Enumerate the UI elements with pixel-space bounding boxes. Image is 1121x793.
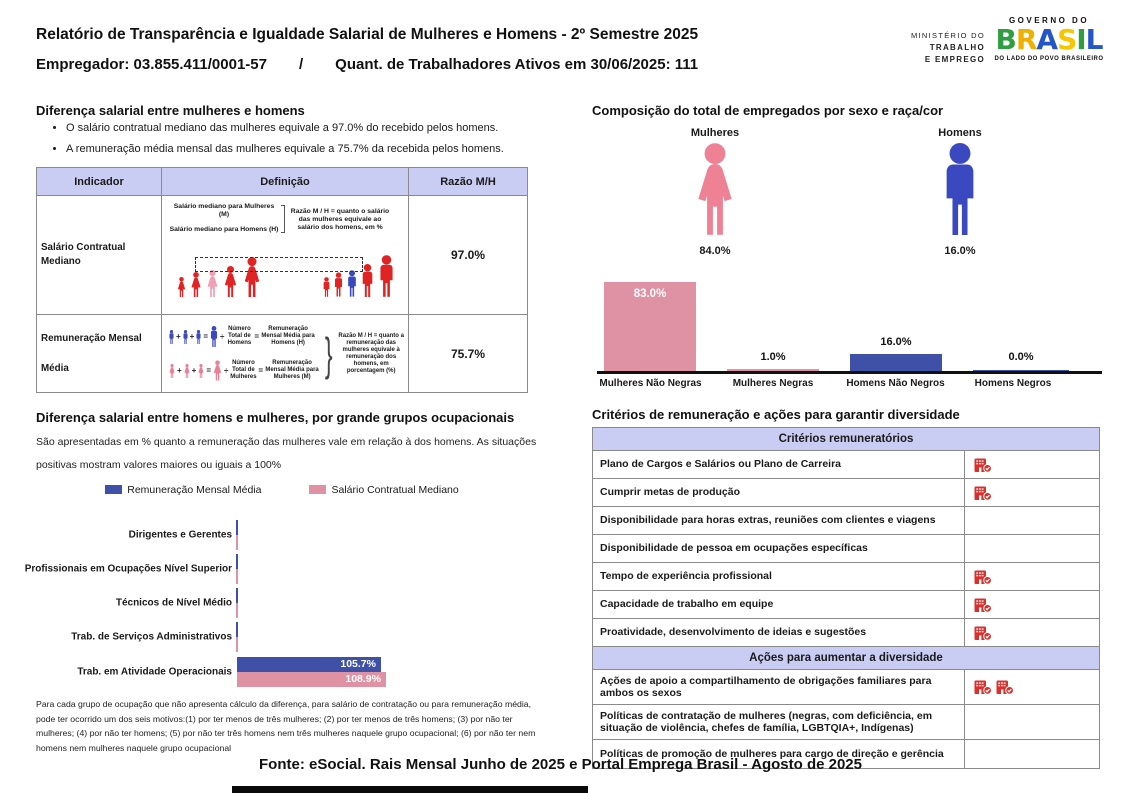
col-header-razao: Razão M/H [409, 168, 527, 196]
section-title-salary-gap: Diferença salarial entre mulheres e homens [36, 103, 305, 118]
mean-definition-diagram: + + = ÷ Número Total de Homens = Remuneração Mensal Média para Homens (H) + + = ÷ Número Total de Mulheres = Remuneração Mensal Média para Mulheres (M) } Razão M / H = quanto a remuneração das mulheres equivale à remuneração dos homens, em porcentagem (%) [162, 315, 409, 392]
man-icon [377, 255, 396, 297]
occupational-footnote: Para cada grupo de ocupação que não apresenta cálculo da diferença, para salário de contratação ou para remuneração média, pode ter ocorrido um dos seis motivos:(1) por ter menos de três mulheres; (2) por ter menos de três homens; (3) por não ter mulheres; (4) por não ter homens; (5) por não ter três homens nem três mulheres naquele grupo ocupacional; (6) por não ter nem homens nem mulheres naquele grupo ocupacional [36, 699, 536, 753]
occ-row-dirigentes: Dirigentes e Gerentes [36, 518, 528, 552]
women-average-formula: + + = ÷ Número Total de Mulheres = Remuneração Mensal Média para Mulheres (M) [168, 354, 321, 388]
occ-row-tecnicos: Técnicos de Nível Médio [36, 586, 528, 620]
woman-icon [176, 277, 187, 297]
zero-bar-stub [236, 588, 238, 618]
occ-row-operacionais: Trab. em Atividade Operacionais 105.7% 108.9% [36, 656, 528, 688]
bullet-median-salary: • O salário contratual mediano das mulheres equivale a 97.0% do recebido pelos homens. [66, 122, 522, 134]
salary-gap-bullets [52, 122, 522, 164]
male-figure-icon [939, 143, 981, 235]
legend-swatch-pink [309, 485, 326, 494]
indicator-label: Remuneração Mensal Média [37, 315, 162, 392]
table-row-mean [37, 315, 527, 392]
criteria-row: Políticas de promoção de mulheres para cargo de direção e gerência [593, 740, 1099, 768]
zero-bar-stub [236, 554, 238, 584]
bar-contratual-mediano: 108.9% [237, 672, 386, 687]
criteria-row: Disponibilidade para horas extras, reuniões com clientes e viagens [593, 507, 1099, 535]
occupational-subtitle: São apresentadas em % quanto a remuneração das mulheres vale em relação à dos homens. As situações positivas mostram valores maiores ou iguais a 100% [36, 436, 537, 471]
company-check-icon [974, 569, 992, 585]
page-title: Relatório de Transparência e Igualdade Salarial de Mulheres e Homens - 2º Semestre 2025 [36, 26, 699, 43]
women-label: Mulheres [690, 127, 740, 139]
man-icon [182, 330, 189, 344]
header-subtitle [36, 56, 698, 73]
man-icon [322, 277, 331, 297]
table-row-median [37, 196, 527, 315]
criteria-row: Tempo de experiência profissional [593, 563, 1099, 591]
median-definition-diagram: Salário mediano para Mulheres (M) Salário mediano para Homens (H) Razão M / H = quanto o salário das mulheres equivale ao salário dos homens, em % [162, 196, 409, 315]
source-footer: Fonte: eSocial. Rais Mensal Junho de 2025 e Portal Emprega Brasil - Agosto de 2025 [259, 756, 862, 773]
legend-swatch-blue [105, 485, 122, 494]
salary-indicator-table [36, 167, 528, 393]
value-homens-nao-negros: 16.0% [880, 336, 912, 348]
legend-item-mensal-media: Remuneração Mensal Média [105, 484, 261, 496]
ministry-logo: MINISTÉRIO DO TRABALHO E EMPREGO [911, 31, 985, 64]
bar-mulheres-nao-negras: 83.0% [604, 282, 696, 371]
woman-icon [183, 364, 191, 378]
active-workers-count: Quant. de Trabalhadores Ativos em 30/06/2025: 111 [335, 56, 699, 73]
occ-value-bars [237, 657, 386, 687]
criteria-row: Ações de apoio a compartilhamento de obrigações familiares para ambos os sexos [593, 670, 1099, 705]
cat-homens-nao-negros: Homens Não Negros [846, 378, 945, 389]
dashed-connector [195, 257, 363, 272]
indicator-label: Salário Contratual Mediano [37, 196, 162, 315]
man-icon [195, 330, 202, 344]
diagram-labels: Salário mediano para Mulheres (M) Salário mediano para Homens (H) [169, 203, 279, 233]
woman-icon [197, 364, 205, 378]
company-check-icon [974, 485, 992, 501]
ratio-value-mean: 75.7% [450, 346, 486, 361]
employer-id: Empregador: 03.855.411/0001-57 [36, 56, 267, 73]
value-mulheres-negras: 1.0% [760, 351, 786, 363]
section-title-occupational: Diferença salarial entre homens e mulheres, por grande grupos ocupacionais [36, 410, 515, 425]
col-header-indicador: Indicador [37, 168, 162, 196]
table-header-row [37, 168, 527, 196]
man-icon-large [209, 326, 219, 347]
bottom-edge-bar [232, 786, 588, 793]
zero-bar-stub [236, 520, 238, 550]
bar-mensal-media: 105.7% [237, 657, 381, 672]
occupational-bar-chart [24, 518, 528, 696]
man-icon [333, 272, 344, 297]
woman-icon [189, 272, 203, 297]
bracket-shape [281, 205, 285, 233]
people-row-illustration [168, 247, 404, 297]
man-icon [168, 330, 175, 344]
col-header-definicao: Definição [162, 168, 409, 196]
bar-homens-nao-negros [850, 354, 942, 371]
chart-baseline [597, 371, 1102, 374]
cat-homens-negros: Homens Negros [974, 378, 1052, 389]
ratio-value-median: 97.0% [409, 196, 527, 315]
company-check-icon [974, 625, 992, 641]
criteria-row: Proatividade, desenvolvimento de ideias e sugestões [593, 619, 1099, 647]
criteria-table [592, 427, 1100, 769]
section-title-criteria: Critérios de remuneração e ações para garantir diversidade [592, 407, 960, 422]
company-check-icon [996, 679, 1014, 695]
woman-median-icon [205, 270, 220, 297]
woman-icon [168, 364, 176, 378]
governo-do-brasil-logo: GOVERNO DO BRASIL DO LADO DO POVO BRASILEIRO [994, 16, 1104, 62]
women-percentage: 84.0% [699, 245, 731, 257]
company-check-icon [974, 457, 992, 473]
men-average-formula: + + = ÷ Número Total de Homens = Remuneração Mensal Média para Homens (H) [168, 320, 321, 354]
criteria-row: Disponibilidade de pessoa em ocupações específicas [593, 535, 1099, 563]
section-title-composition: Composição do total de empregados por sexo e raça/cor [592, 103, 944, 118]
woman-icon-large [212, 360, 223, 381]
brace-shape: } [324, 327, 333, 380]
legend-item-contratual-mediano: Salário Contratual Mediano [309, 484, 458, 496]
gov-brasil-wordmark: BRASIL [995, 23, 1103, 56]
criteria-header-remuneratorios: Critérios remuneratórios [593, 428, 1099, 451]
criteria-row: Capacidade de trabalho em equipe [593, 591, 1099, 619]
company-check-icon [974, 597, 992, 613]
cat-mulheres-nao-negras: Mulheres Não Negras [599, 378, 702, 389]
cat-mulheres-negras: Mulheres Negras [732, 378, 814, 389]
men-label: Homens [938, 127, 982, 139]
criteria-row: Cumprir metas de produção [593, 479, 1099, 507]
criteria-row: Plano de Cargos e Salários ou Plano de Carreira [593, 451, 1099, 479]
value-homens-negros: 0.0% [1008, 351, 1034, 363]
separator-slash: / [298, 56, 304, 73]
female-figure-icon [690, 143, 740, 235]
zero-bar-stub [236, 622, 238, 652]
bullet-mean-salary: • A remuneração média mensal das mulheres equivale a 75.7% da recebida pelos homens. [66, 143, 522, 155]
criteria-header-diversidade: Ações para aumentar a diversidade [593, 647, 1099, 670]
occupational-legend [36, 484, 528, 496]
men-percentage: 16.0% [944, 245, 976, 257]
occ-row-administrativos: Trab. de Serviços Administrativos [36, 620, 528, 654]
man-median-icon [346, 270, 358, 297]
criteria-row: Políticas de contratação de mulheres (negras, com deficiência, em situação de violência, chefes de família, LGBTQIA+, Indígenas) [593, 705, 1099, 740]
company-check-icon [974, 679, 992, 695]
occ-row-profissionais: Profissionais em Ocupações Nível Superior [36, 552, 528, 586]
